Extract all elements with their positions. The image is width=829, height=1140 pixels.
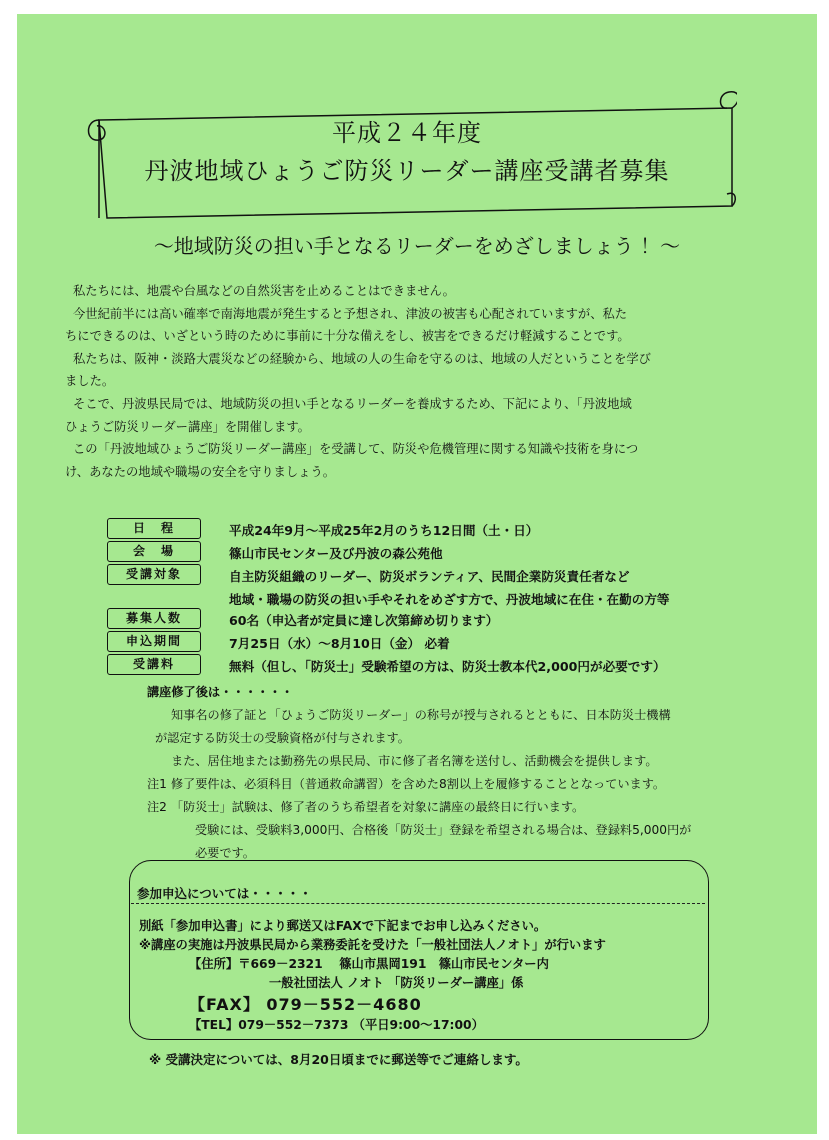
page-title	[87, 114, 727, 190]
intro-line: ました。	[65, 374, 115, 389]
detail-value: 地域・職場の防災の担い手やそれをめざす方で、丹波地域に在住・在勤の方等	[229, 592, 670, 607]
intro-text	[65, 280, 765, 483]
intro-line: ひょうご防災リーダー講座」を開催します。	[65, 419, 310, 434]
apply-line: 別紙「参加申込書」により郵送又はFAXで下記までお申し込みください。	[139, 919, 547, 933]
apply-address: 【住所】〒669－2321 篠山市黒岡191 篠山市民センター内	[189, 957, 549, 971]
detail-label: 日 程	[107, 518, 201, 539]
intro-line: 私たちは、阪神・淡路大震災などの経験から、地域の人の生命を守るのは、地域の人だということを学び	[73, 351, 651, 366]
detail-label: 申込期間	[107, 631, 201, 652]
detail-value: 7月25日（水）～8月10日（金） 必着	[229, 636, 450, 651]
flyer-page	[17, 14, 817, 1134]
subtitle: ～地域防災の担い手となるリーダーをめざしましょう ！～	[153, 234, 681, 258]
title-line-2: 丹波地域ひょうご防災リーダー講座受講者募集	[144, 157, 670, 185]
after-line: 必要です。	[195, 846, 255, 860]
detail-value: 自主防災組織のリーダー、防災ボランティア、民間企業防災責任者など	[229, 569, 630, 584]
detail-row-target-cont	[107, 586, 747, 607]
detail-value: 無料（但し、「防災士」受験希望の方は、防災士教本代2,000円が必要です）	[229, 659, 666, 674]
details-list	[107, 517, 747, 676]
note-1: 注1 修了要件は、必須科目（普通救命講習）を含めた8割以上を履修することとなっています。	[147, 777, 666, 791]
detail-row-target	[107, 563, 747, 586]
title-line-1: 平成２４年度	[332, 119, 482, 147]
apply-org: 一般社団法人 ノオト 「防災リーダー講座」係	[269, 976, 524, 990]
footer-note: ※ 受講決定については、8月20日頃までに郵送等でご連絡します。	[149, 1052, 528, 1067]
detail-value: 篠山市民センター及び丹波の森公苑他	[229, 546, 443, 561]
detail-value: 60名（申込者が定員に達し次第締め切ります）	[229, 613, 499, 628]
intro-line: 今世紀前半には高い確率で南海地震が発生すると予想され、津波の被害も心配されていますが、私た	[73, 306, 628, 321]
apply-heading: 参加申込については・・・・・	[137, 886, 312, 901]
intro-line: この「丹波地域ひょうご防災リーダー講座」を受講して、防災や危機管理に関する知識や技術を身につ	[73, 442, 639, 457]
intro-line: ちにできるのは、いざという時のために事前に十分な備えをし、被害をできるだけ軽減することです。	[65, 329, 630, 344]
apply-info	[139, 917, 699, 1035]
apply-line: ※講座の実施は丹波県民局から業務委託を受けた「一般社団法人ノオト」が行います	[139, 938, 606, 952]
detail-row-period	[107, 630, 747, 653]
detail-row-capacity	[107, 607, 747, 630]
detail-row-fee	[107, 653, 747, 676]
dashed-divider	[131, 903, 705, 904]
detail-value: 平成24年9月～平成25年2月のうち12日間（土・日）	[229, 523, 539, 538]
note-2: 注2 「防災士」試験は、修了者のうち希望者を対象に講座の最終日に行います。	[147, 800, 585, 814]
after-heading: 講座修了後は・・・・・・	[147, 685, 294, 699]
after-line: 受験には、受験料3,000円、合格後「防災士」登録を希望される場合は、登録料5,000円が	[195, 823, 692, 837]
detail-label: 募集人数	[107, 608, 201, 629]
after-line: また、居住地または勤務先の県民局、市に修了者名簿を送付し、活動機会を提供します。	[171, 754, 658, 768]
detail-label: 会 場	[107, 541, 201, 562]
after-line: 知事名の修了証と「ひょうご防災リーダー」の称号が授与されるとともに、日本防災士機構	[171, 708, 671, 722]
intro-line: そこで、丹波県民局では、地域防災の担い手となるリーダーを養成するため、下記により、「丹波地域	[73, 396, 632, 411]
intro-line: 私たちには、地震や台風などの自然災害を止めることはできません。	[73, 284, 455, 298]
after-line: が認定する防災士の受験資格が付与されます。	[155, 731, 410, 745]
detail-row-schedule	[107, 517, 747, 540]
after-course-section	[147, 681, 767, 865]
intro-line: け、あなたの地域や職場の安全を守りましょう。	[65, 464, 336, 479]
apply-fax: 【FAX】 079－552－4680	[189, 995, 422, 1014]
detail-label: 受講料	[107, 654, 201, 675]
apply-tel: 【TEL】079－552－7373 （平日9:00～17:00）	[189, 1018, 484, 1032]
detail-label: 受講対象	[107, 564, 201, 585]
detail-row-venue	[107, 540, 747, 563]
